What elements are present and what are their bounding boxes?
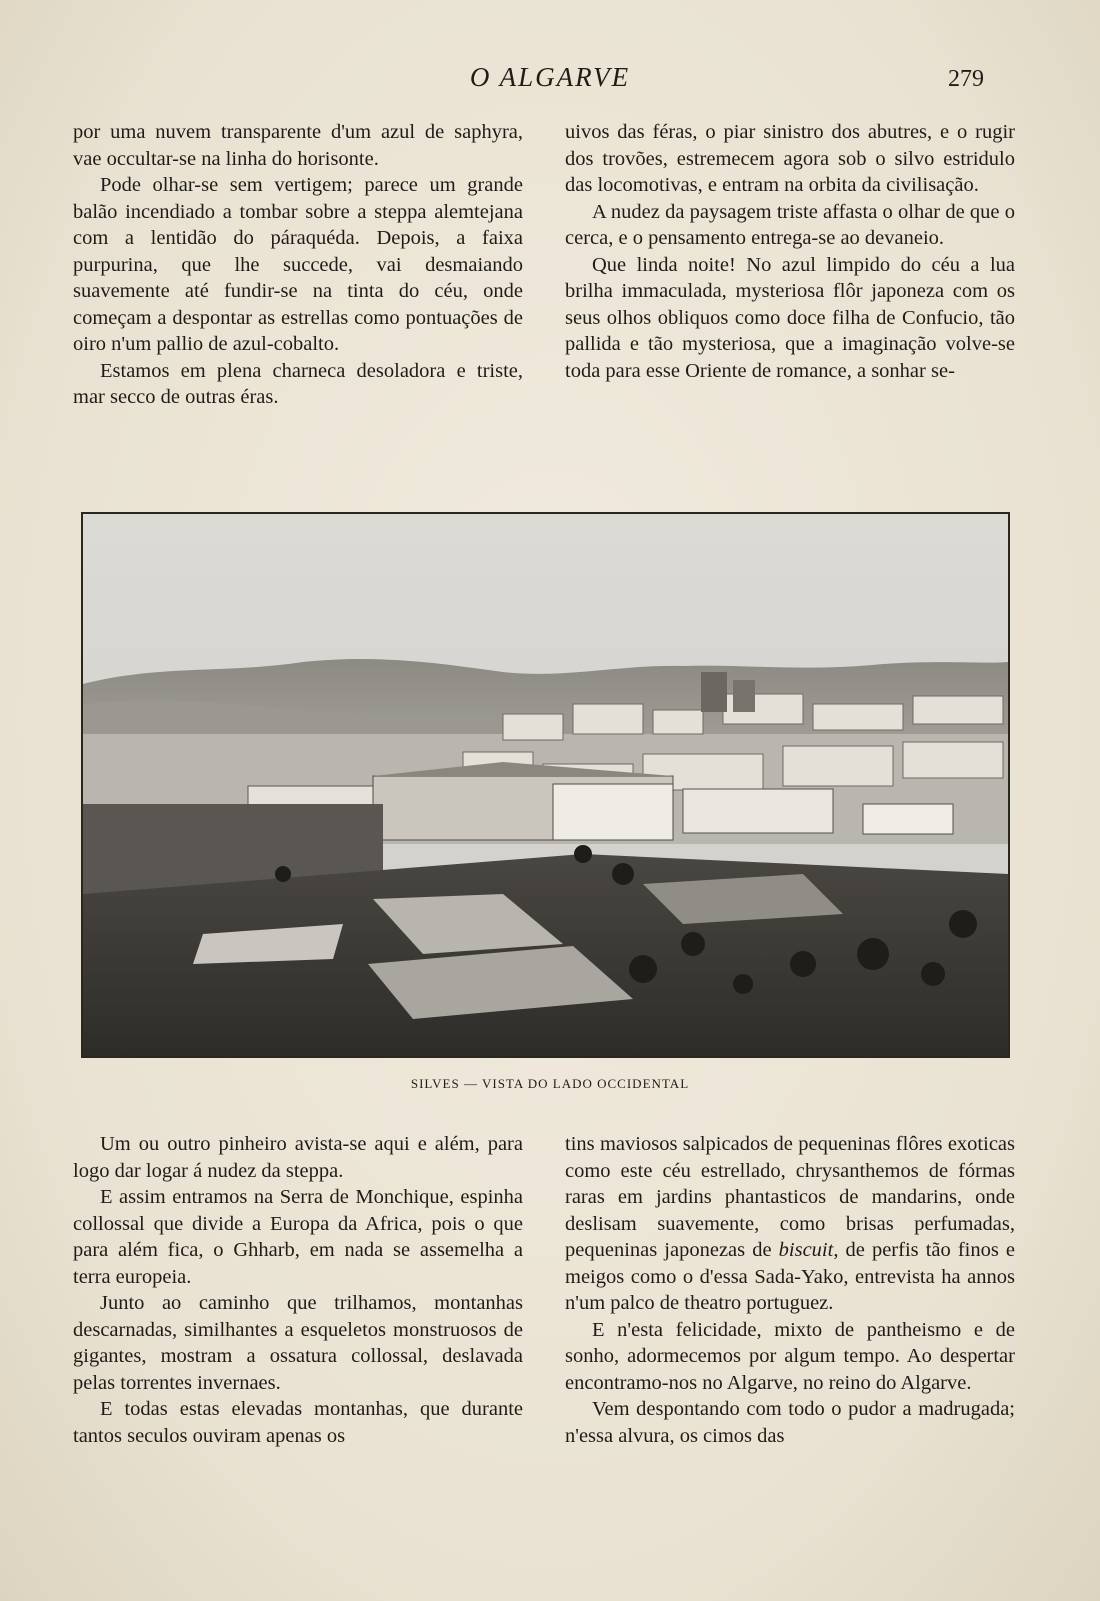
top-left-column — [73, 119, 523, 411]
photo-illustration — [83, 514, 1008, 1056]
figure-caption: SILVES — VISTA DO LADO OCCIDENTAL — [410, 1076, 690, 1091]
page-number: 279 — [948, 66, 984, 92]
paragraph: Pode olhar-se sem vertigem; parece um grande balão incendiado a tombar sobre a steppa alemtejana com a lentidão do páraquéda. Depois, a faixa purpurina, que lhe succede, vai desmaiando suavemente até fundir-se na tinta do céu, onde começam a despontar as estrellas como pontuações de oiro n'um pallio de azul-cobalto. — [73, 174, 523, 355]
top-right-column — [565, 119, 1015, 384]
paragraph: por uma nuvem transparente d'um azul de saphyra, vae occultar-se na linha do horisonte. — [73, 121, 523, 170]
paragraph: E assim entramos na Serra de Monchique, espinha collossal que divide a Europa da Africa, pois o que para além fica, o Ghharb, em nada se assemelha a terra europeia. — [73, 1186, 523, 1288]
paragraph-text: , de perfis tão finos e meigos como o d'essa Sada-Yako, entrevista ha annos n'um palco de theatro portuguez. — [565, 1239, 1016, 1314]
paragraph-text: tins maviosos salpicados de pequeninas flôres exoticas como este céu estrellado, chrysanthemos de fórmas raras em jardins phantasticos de mandarins, onde deslisam suavemente, como brisas perfumadas, pequeninas japonezas de — [565, 1133, 1015, 1261]
bottom-right-column — [565, 1131, 1015, 1449]
paragraph: Um ou outro pinheiro avista-se aqui e além, para logo dar logar á nudez da steppa. — [73, 1133, 523, 1182]
paragraph: Vem despontando com todo o pudor a madrugada; n'essa alvura, os cimos das — [565, 1398, 1015, 1447]
paragraph: uivos das féras, o piar sinistro dos abutres, e o rugir dos trovões, estremecem agora sob o silvo estridulo das locomotivas, e entram na orbita da civilisação. — [565, 121, 1015, 196]
paragraph: Junto ao caminho que trilhamos, montanhas descarnadas, similhantes a esqueletos monstruosos de gigantes, mostram a ossatura collossal, deslavada pelas torrentes invernaes. — [73, 1292, 523, 1394]
paragraph: E n'esta felicidade, mixto de pantheismo e de sonho, adormecemos por algum tempo. Ao despertar encontramo-nos no Algarve, no reino do Algarve. — [565, 1318, 1015, 1394]
running-title: O ALGARVE — [469, 62, 631, 92]
paragraph: A nudez da paysagem triste affasta o olhar de que o cerca, e o pensamento entrega-se ao devaneio. — [565, 200, 1015, 249]
paragraph: Estamos em plena charneca desoladora e triste, mar secco de outras éras. — [73, 359, 523, 408]
landscape-photograph — [81, 512, 1010, 1058]
paragraph — [565, 1131, 1015, 1317]
bottom-left-column — [73, 1131, 523, 1449]
paragraph: E todas estas elevadas montanhas, que durante tantos seculos ouviram apenas os — [73, 1398, 523, 1447]
italic-word: biscuit — [778, 1239, 834, 1261]
paragraph: Que linda noite! No azul limpido do céu a lua brilha immaculada, mysteriosa flôr japoneza com os seus olhos obliquos como doce filha de Confucio, tão pallida e tão mysteriosa, que a imaginação volve-se toda para esse Oriente de romance, a sonhar se- — [565, 253, 1015, 382]
